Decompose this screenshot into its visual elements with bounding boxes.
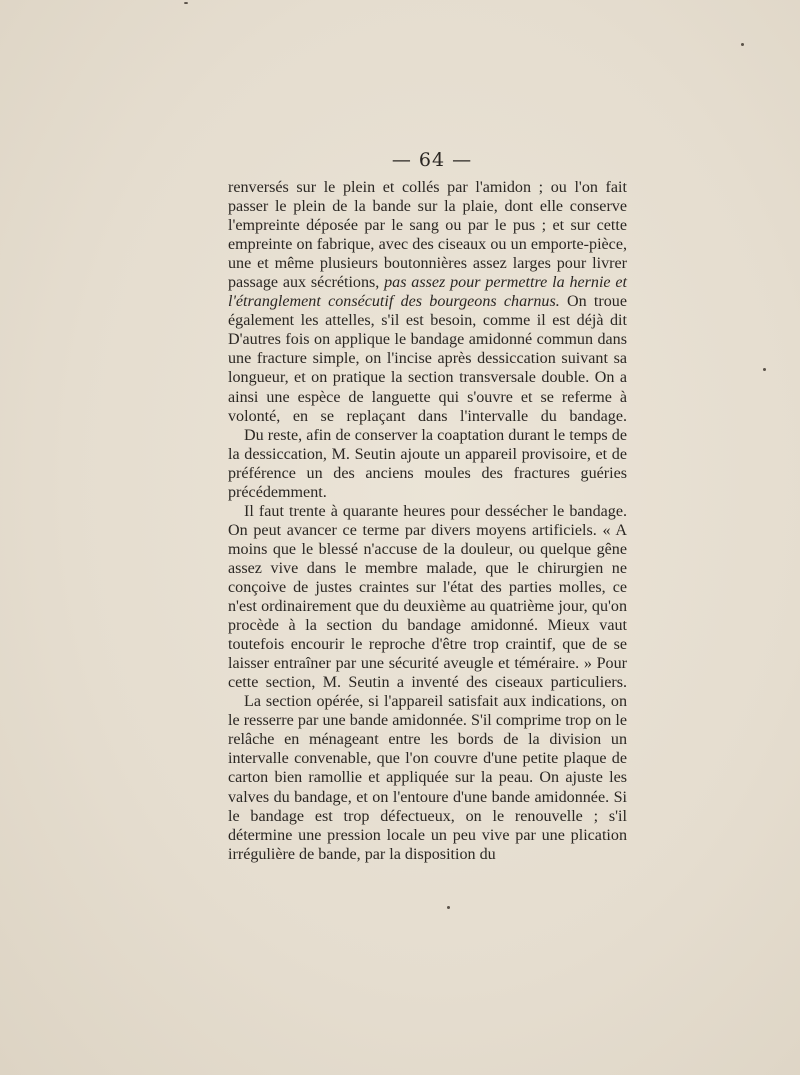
paragraph-1 [228,178,627,426]
paragraph-4: La section opérée, si l'appareil satisfait aux indications, on le resserre par une bande amidonnée. S'il comprime trop on le relâche en ménageant entre les bords de la division un intervalle convenable, que l'on couvre d'une petite plaque de carton bien ramollie et appliquée sur la peau. On ajuste les valves du bandage, et on l'entoure d'une bande amidonnée. Si le bandage est trop défectueux, on le renouvelle ; s'il détermine une pression locale un peu vive par une plication irrégulière de bande, par la disposition du [228,693,627,863]
paper-speck [741,43,744,46]
paper-speck [184,2,188,4]
paragraph-3: Il faut trente à quarante heures pour dessécher le bandage. On peut avancer ce terme par divers moyens artificiels. « A moins que le blessé n'accuse de la douleur, ou quelque gêne assez vive dans le membre malade, que le chirurgien ne conçoive de justes craintes sur l'état des parties molles, ce n'est ordinairement que du deuxième au quatrième jour, qu'on procède à la section du bandage amidonné. Mieux vaut toutefois encourir le reproche d'être trop craintif, que de se laisser entraîner par une sécurité aveugle et téméraire. » Pour cette section, M. Seutin a inventé des ciseaux particuliers. [228,502,627,692]
paragraph-1-italic: pas assez pour permettre la hernie et l'étranglement consécutif des bourgeons charnus. [228,274,627,311]
paper-speck [447,906,450,909]
paragraph-1-text-a: renversés sur le plein et collés par l'amidon ; ou l'on fait passer le plein de la bande sur la plaie, dont elle conserve l'empreinte déposée par le sang ou par le pus ; et sur cette empreinte on fabrique, avec des ciseaux ou un emporte-pièce, une et même plusieurs boutonnières assez larges pour livrer passage aux sécrétions, [228,179,627,292]
paragraph-2: Du reste, afin de conserver la coaptation durant le temps de la dessiccation, M. Seutin ajoute un appareil provisoire, et de préférence un des anciens moules des fractures guéries précédemment. [228,426,627,501]
paragraph-1-text-b: On troue également les attelles, s'il est besoin, comme il est déjà dit D'autres fois on applique le bandage amidonné commun dans une fracture simple, on l'incise après dessiccation suivant sa longueur, et on pratique la section transversale double. On a ainsi une espèce de languette qui s'ouvre et se referme à volonté, en se replaçant dans l'intervalle du bandage. [228,293,627,425]
page-number: — 64 — [391,149,473,171]
page-body [228,178,627,864]
paper-speck [763,368,766,371]
